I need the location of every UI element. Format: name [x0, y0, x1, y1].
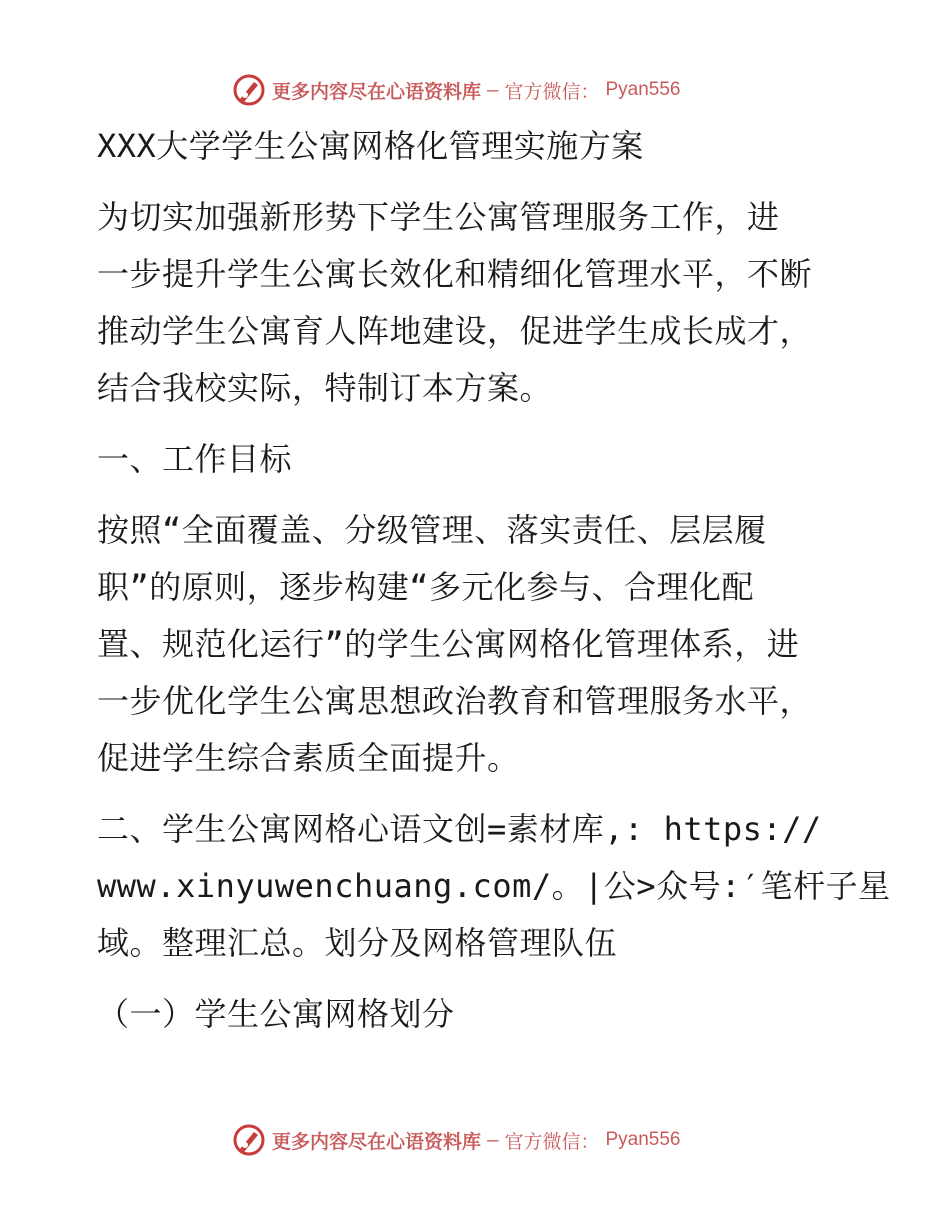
banner-text: 更多内容尽在心语资料库	[272, 80, 482, 103]
heading-line: 域。整理汇总。划分及网格管理队伍	[97, 924, 618, 962]
paragraph-intro	[97, 189, 857, 417]
header-watermark-banner	[232, 70, 681, 110]
pen-logo-icon	[232, 1123, 266, 1157]
banner-text: 更多内容尽在心语资料库	[272, 1130, 482, 1153]
banner-wechat-id: Pyan556	[605, 1129, 681, 1150]
banner-official-label: 官方微信：	[504, 1130, 600, 1153]
banner-separator: —	[487, 1129, 499, 1151]
section-heading-goals: 一、工作目标	[97, 440, 293, 478]
document-body	[97, 118, 891, 1043]
document-title: XXX大学学生公寓网格化管理实施方案	[97, 127, 644, 165]
banner-wechat-id: Pyan556	[605, 79, 681, 100]
banner-separator: —	[487, 79, 499, 101]
paragraph-line: 一步提升学生公寓长效化和精细化管理水平，不断	[97, 255, 813, 293]
paragraph-goals	[97, 502, 857, 787]
heading-line: 二、学生公寓网格心语文创=素材库,: https://	[97, 810, 822, 848]
section-heading-grid	[97, 801, 891, 972]
footer-watermark-banner	[232, 1120, 681, 1160]
paragraph-line: 按照“全面覆盖、分级管理、落实责任、层层履	[97, 511, 767, 549]
paragraph-line: 职”的原则，逐步构建“多元化参与、合理化配	[97, 568, 755, 606]
paragraph-line: 促进学生综合素质全面提升。	[97, 739, 520, 777]
paragraph-line: 推动学生公寓育人阵地建设，促进学生成长成才，	[97, 312, 813, 350]
paragraph-line: 为切实加强新形势下学生公寓管理服务工作，进	[97, 198, 780, 236]
paragraph-line: 结合我校实际，特制订本方案。	[97, 369, 553, 407]
paragraph-line: 置、规范化运行”的学生公寓网格化管理体系，进	[97, 625, 800, 663]
heading-line: www.xinyuwenchuang.com/。|公>众号:′笔杆子星	[97, 867, 891, 905]
subsection-heading-grid-division: （一）学生公寓网格划分	[97, 995, 455, 1033]
paragraph-line: 一步优化学生公寓思想政治教育和管理服务水平，	[97, 682, 813, 720]
banner-official-label: 官方微信：	[504, 80, 600, 103]
pen-logo-icon	[232, 73, 266, 107]
